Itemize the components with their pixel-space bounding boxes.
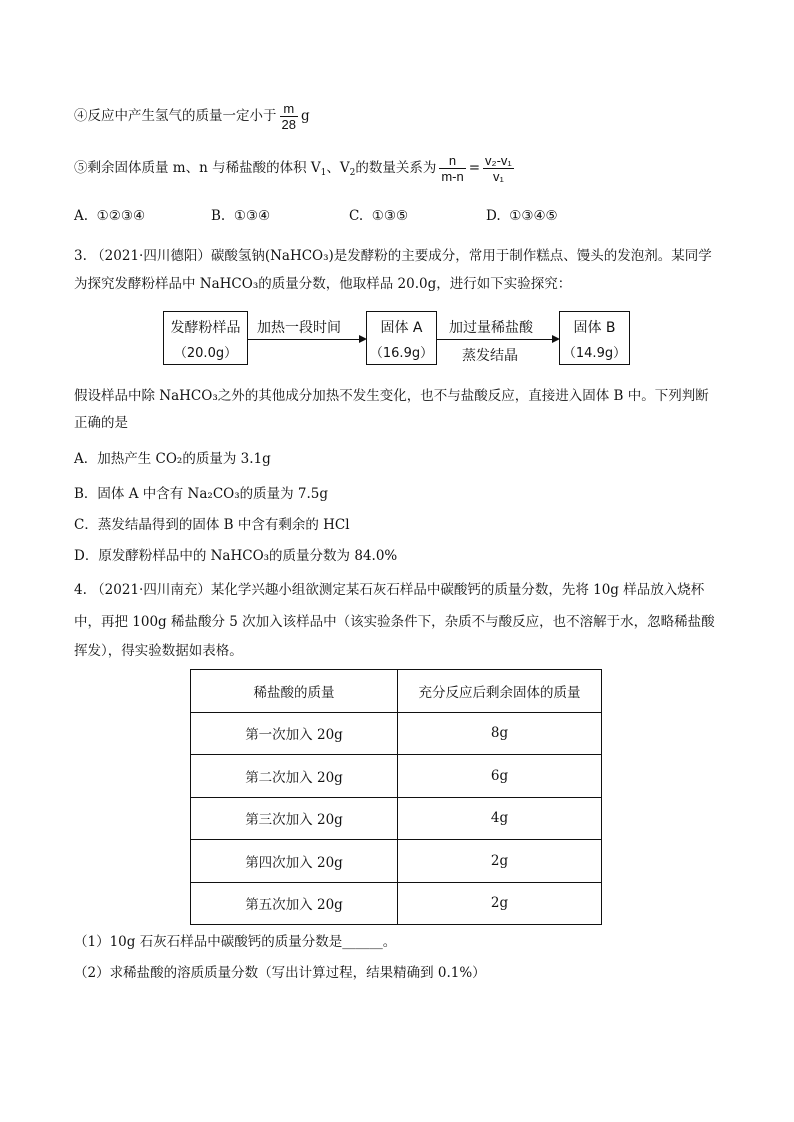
q3-option-b: B．固体 A 中含有 Na₂CO₃的质量为 7.5g (74, 486, 329, 502)
table-cell: 第一次加入 20g (191, 712, 398, 755)
table-cell: 2g (398, 882, 602, 925)
table-header-row (191, 670, 602, 713)
q4-data-table (190, 669, 602, 925)
q4-stem-line1: 4. （2021·四川南充）某化学兴趣小组欲测定某石灰石样品中碳酸钙的质量分数，先将 10g 样品放入烧杯 (74, 582, 705, 598)
q2-option-c: C. ①③⑤ (349, 208, 409, 224)
q2-item5: ⑤剩余固体质量 m、n 与稀盐酸的体积 $V_1$、$V_2$的数量关系为 $\frac{n}{m-n}$ = $\frac{\text{v₂-v₁}}{\text{v₁}}$ (74, 153, 512, 184)
table-row (191, 712, 602, 755)
q3-stem-line2: 为探究发酵粉样品中 NaHCO₃的质量分数，他取样品 20.0g，进行如下实验探究： (74, 276, 572, 292)
table-cell: 4g (398, 797, 602, 840)
q3-option-a: A．加热产生 CO₂的质量为 3.1g (74, 451, 271, 467)
table-cell: 第四次加入 20g (191, 840, 398, 883)
q4-stem-line3: 挥发），得实验数据如表格。 (74, 643, 243, 659)
table-row (191, 882, 602, 925)
flow-arrow-2 (436, 339, 558, 340)
flow-arrow1-label: 加热一段时间 (257, 320, 341, 336)
q4-subquestion-2: （2）求稀盐酸的溶质质量分数（写出计算过程，结果精确到 0.1%） (74, 965, 486, 981)
flow-arrow2-bottom-label: 蒸发结晶 (462, 348, 518, 364)
flow-box-solid-b: 固体 B （14.9g） (559, 311, 630, 365)
flow-box-sample: 发酵粉样品 （20.0g） (163, 311, 248, 365)
table-cell: 6g (398, 755, 602, 798)
flow-arrow-1 (247, 339, 365, 340)
q2-option-b: B. ①③④ (211, 208, 271, 224)
q3-assumption-line1: 假设样品中除 NaHCO₃之外的其他成分加热不发生变化，也不与盐酸反应，直接进入固体 B 中。下列判断 (74, 388, 709, 404)
table-row (191, 755, 602, 798)
q2-option-d: D. ①③④⑤ (486, 208, 558, 224)
q3-assumption-line2: 正确的是 (74, 415, 128, 431)
flow-arrow2-top-label: 加过量稀盐酸 (449, 320, 533, 336)
table-header-cell: 稀盐酸的质量 (191, 670, 398, 713)
table-row (191, 840, 602, 883)
table-cell: 第五次加入 20g (191, 882, 398, 925)
fraction-m-over-28: $\frac{m}{28}$ (281, 101, 296, 132)
table-cell: 第二次加入 20g (191, 755, 398, 798)
fraction-n-over-m-minus-n: $\frac{n}{m-n}$ (441, 153, 464, 184)
q4-subquestion-1: （1）10g 石灰石样品中碳酸钙的质量分数是______。 (74, 934, 397, 950)
q3-option-c: C．蒸发结晶得到的固体 B 中含有剩余的 HCl (74, 517, 350, 533)
table-cell: 2g (398, 840, 602, 883)
table-cell: 第三次加入 20g (191, 797, 398, 840)
q3-option-d: D．原发酵粉样品中的 NaHCO₃的质量分数为 84.0% (74, 548, 398, 564)
fraction-v2-minus-v1-over-v1: $\frac{\text{v₂-v₁}}{\text{v₁}}$ (485, 153, 512, 184)
table-header-cell: 充分反应后剩余固体的质量 (398, 670, 602, 713)
flow-box-solid-a: 固体 A （16.9g） (366, 311, 437, 365)
q3-stem-line1: 3. （2021·四川德阳）碳酸氢钠(NaHCO₃)是发酵粉的主要成分，常用于制作糕点、馒头的发泡剂。某同学 (74, 248, 712, 264)
table-cell: 8g (398, 712, 602, 755)
q4-stem-line2: 中，再把 100g 稀盐酸分 5 次加入该样品中（该实验条件下，杂质不与酸反应，也不溶解于水，忽略稀盐酸 (74, 614, 715, 630)
q2-item4: ④反应中产生氢气的质量一定小于 $\frac{m}{28}$ g (74, 101, 310, 132)
q2-option-a: A. ①②③④ (74, 208, 146, 224)
table-row (191, 797, 602, 840)
